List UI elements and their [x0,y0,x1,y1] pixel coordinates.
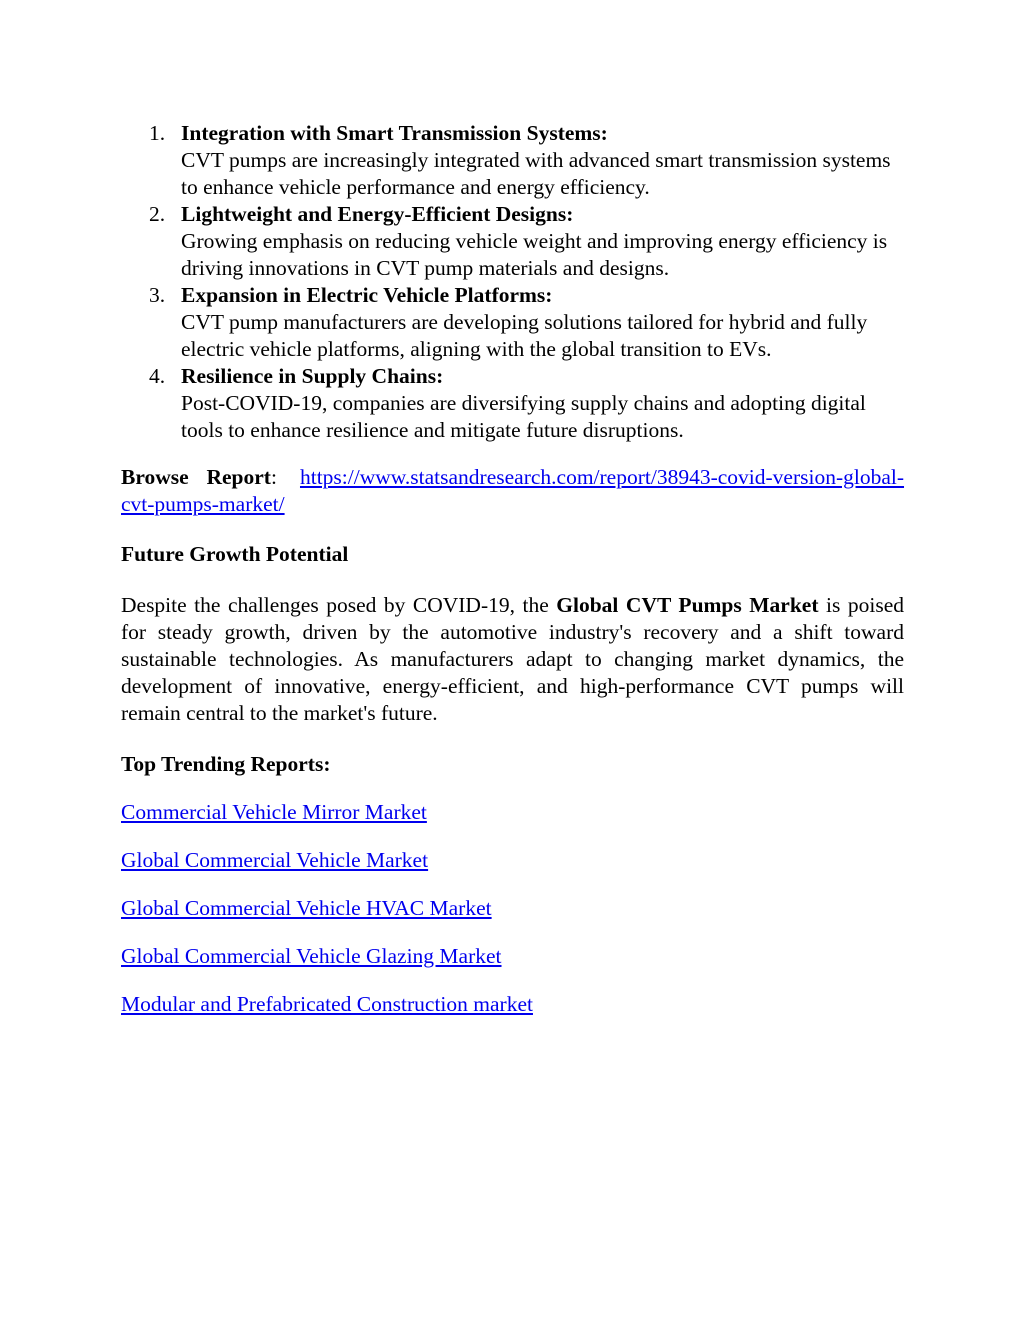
document-page [121,120,904,1039]
trending-report-link[interactable]: Modular and Prefabricated Construction market [121,992,533,1016]
browse-report-label: Browse Report [121,465,271,489]
browse-report-link[interactable]: https://www.statsandresearch.com/report/38943-covid-version-global-cvt-pumps-market/ [121,465,905,516]
trend-description: Post-COVID-19, companies are diversifying supply chains and adopting digital tools to enhance resilience and mitigate future disruptions. [181,391,866,442]
future-growth-paragraph [121,592,904,727]
trend-description: CVT pumps are increasingly integrated with advanced smart transmission systems to enhance vehicle performance and energy efficiency. [181,148,891,199]
trend-item [121,363,904,444]
trend-number: 2. [149,202,166,226]
trend-title: Integration with Smart Transmission Systems: [181,121,608,145]
trending-report-links [121,799,904,1018]
trend-number: 3. [149,283,166,307]
trending-report-link[interactable]: Commercial Vehicle Mirror Market [121,800,427,824]
trend-item [121,282,904,363]
browse-report-separator: : [270,465,277,489]
trend-number: 1. [149,121,166,145]
trending-report-link[interactable]: Global Commercial Vehicle Market [121,848,429,872]
top-trending-heading: Top Trending Reports: [121,752,331,776]
growth-text-bold: Global CVT Pumps Market [556,593,819,617]
trend-title: Lightweight and Energy-Efficient Designs: [181,202,574,226]
future-growth-heading: Future Growth Potential [121,542,349,566]
trend-item [121,120,904,201]
trend-number: 4. [149,364,166,388]
growth-text-after: is poised for steady growth, driven by the automotive industry's recovery and a shift toward sustainable technologies. As manufacturers adapt to changing market dynamics, the development of innovative, energy-efficient, and high-performance CVT pumps will remain central to the market's future. [121,593,905,725]
trending-report-link[interactable]: Global Commercial Vehicle Glazing Market [121,944,502,968]
trending-report-link[interactable]: Global Commercial Vehicle HVAC Market [121,896,492,920]
trend-description: CVT pump manufacturers are developing solutions tailored for hybrid and fully electric vehicle platforms, aligning with the global transition to EVs. [181,310,868,361]
trend-description: Growing emphasis on reducing vehicle weight and improving energy efficiency is driving innovations in CVT pump materials and designs. [181,229,888,280]
trend-item [121,201,904,282]
trend-list [121,120,904,444]
browse-report-line [121,464,904,518]
growth-text-before: Despite the challenges posed by COVID-19, the [121,593,557,617]
trend-title: Expansion in Electric Vehicle Platforms: [181,283,553,307]
trend-title: Resilience in Supply Chains: [181,364,444,388]
